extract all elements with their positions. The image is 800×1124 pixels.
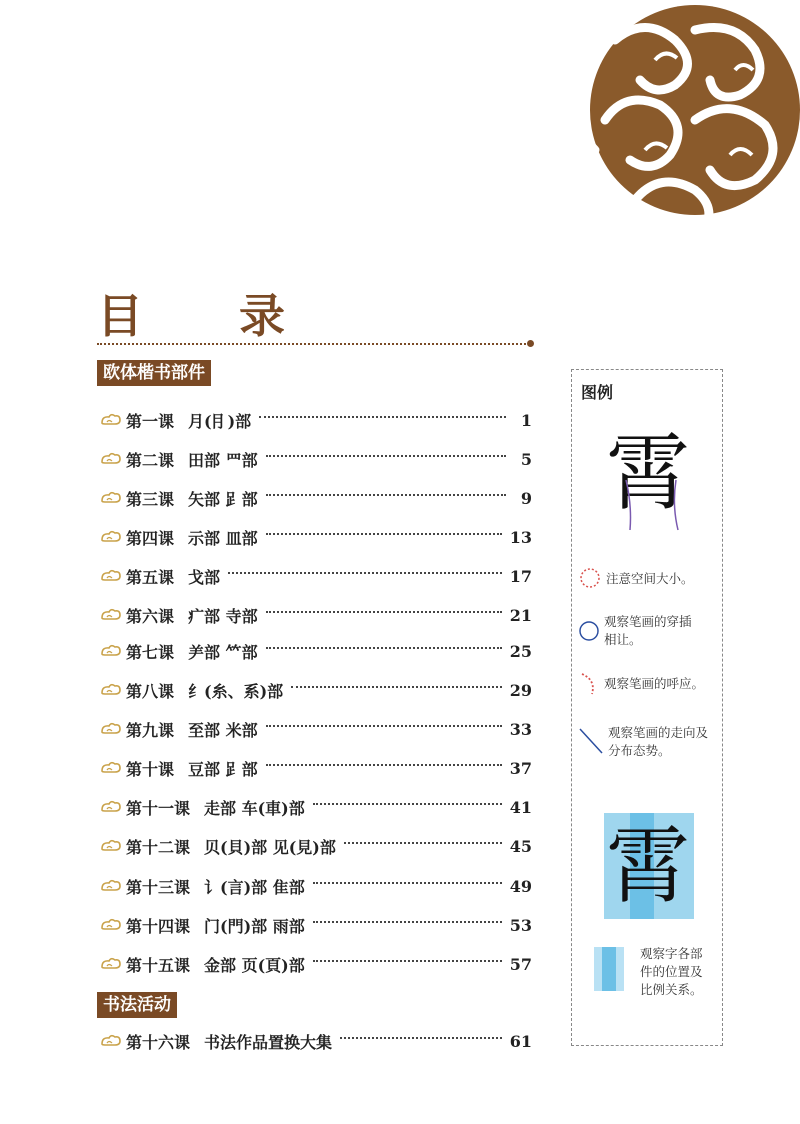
toc-leader [291, 686, 502, 688]
legend-title: 图例 [581, 383, 614, 402]
toc-page-number: 41 [509, 797, 532, 817]
toc-page-number: 33 [509, 719, 532, 739]
toc-leader [266, 647, 502, 649]
toc-page-number: 5 [520, 449, 532, 469]
toc-lesson: 第十四课 [126, 916, 191, 936]
toc-entry[interactable] [100, 755, 532, 781]
toc-lesson: 第四课 [126, 528, 175, 548]
blue-bars-icon [594, 947, 624, 991]
cloud-bullet-icon [100, 839, 122, 853]
toc-entry[interactable] [100, 1028, 532, 1054]
toc-topic: 至部 米部 [188, 720, 258, 740]
toc-entry[interactable] [100, 912, 532, 938]
cloud-bullet-icon [100, 491, 122, 505]
toc-entry[interactable] [100, 563, 532, 589]
toc-page-number: 9 [520, 488, 532, 508]
toc-leader [313, 803, 502, 805]
toc-topic: 讠(言)部 隹部 [204, 877, 305, 897]
toc-entry[interactable] [100, 524, 532, 550]
toc-leader [344, 842, 502, 844]
toc-leader [266, 764, 502, 766]
toc-page-number: 17 [509, 566, 532, 586]
stroke-guide-lines-icon [618, 475, 688, 535]
toc-leader [266, 611, 502, 613]
toc-lesson: 第六课 [126, 606, 175, 626]
toc-lesson: 第十二课 [126, 837, 191, 857]
section-heading-components: 欧体楷书部件 [97, 360, 211, 386]
toc-entry[interactable] [100, 873, 532, 899]
toc-lesson: 第九课 [126, 720, 175, 740]
toc-topic: ⺶部 𥫗部 [188, 642, 258, 662]
toc-entry[interactable] [100, 951, 532, 977]
toc-topic: 戈部 [188, 567, 221, 587]
cloud-ornament-icon [545, 0, 800, 245]
toc-lesson: 第十课 [126, 759, 175, 779]
toc-lesson: 第十一课 [126, 798, 191, 818]
toc-leader [313, 960, 502, 962]
cloud-bullet-icon [100, 800, 122, 814]
cloud-bullet-icon [100, 879, 122, 893]
toc-topic: 矢部 𧾷部 [188, 489, 258, 509]
page-title: 目 录 [97, 289, 326, 343]
toc-leader [313, 882, 502, 884]
toc-leader [313, 921, 502, 923]
cloud-bullet-icon [100, 530, 122, 544]
section-heading-activities: 书法活动 [97, 992, 177, 1018]
cloud-bullet-icon [100, 761, 122, 775]
legend-text-proportion: 观察字各部件的位置及比例关系。 [640, 946, 703, 997]
toc-leader [266, 494, 506, 496]
blue-line-icon [577, 726, 605, 756]
cloud-bullet-icon [100, 608, 122, 622]
legend-text-interleave: 观察笔画的穿插相让。 [604, 614, 692, 647]
cloud-bullet-icon [100, 683, 122, 697]
cloud-bullet-icon [100, 413, 122, 427]
toc-entry[interactable] [100, 677, 532, 703]
toc-entry[interactable] [100, 446, 532, 472]
blue-circle-icon [578, 620, 600, 642]
toc-entry[interactable] [100, 407, 532, 433]
toc-topic: 疒部 寺部 [188, 606, 258, 626]
toc-topic: 走部 车(車)部 [204, 798, 305, 818]
cloud-bullet-icon [100, 1034, 122, 1048]
legend-text-echo: 观察笔画的呼应。 [604, 676, 705, 691]
cloud-bullet-icon [100, 569, 122, 583]
toc-page-number: 21 [509, 605, 532, 625]
toc-page-number: 1 [520, 410, 532, 430]
toc-topic: 金部 页(頁)部 [204, 955, 305, 975]
toc-lesson: 第十五课 [126, 955, 191, 975]
toc-entry[interactable] [100, 638, 532, 664]
dotted-circle-icon [579, 567, 601, 589]
toc-lesson: 第十六课 [126, 1032, 191, 1052]
toc-leader [340, 1037, 502, 1039]
toc-topic: 月(⺝)部 [188, 411, 252, 431]
toc-leader [259, 416, 506, 418]
cloud-bullet-icon [100, 957, 122, 971]
toc-topic: 书法作品置换大集 [204, 1032, 333, 1052]
toc-topic: 豆部 𧾷部 [188, 759, 258, 779]
toc-page-number: 29 [509, 680, 532, 700]
legend-text-space: 注意空间大小。 [606, 571, 694, 586]
toc-page-number: 45 [509, 836, 532, 856]
toc-entry[interactable] [100, 794, 532, 820]
red-dotted-curve-icon [578, 670, 600, 698]
toc-lesson: 第三课 [126, 489, 175, 509]
legend-sample-character: 霄 [606, 424, 691, 522]
toc-lesson: 第五课 [126, 567, 175, 587]
toc-leader [266, 533, 502, 535]
toc-lesson: 第二课 [126, 450, 175, 470]
legend-sample-character-2: 霄 [606, 817, 691, 915]
toc-topic: 田部 罒部 [188, 450, 258, 470]
cloud-bullet-icon [100, 722, 122, 736]
toc-lesson: 第七课 [126, 642, 175, 662]
toc-entry[interactable] [100, 602, 532, 628]
toc-topic: 贝(貝)部 见(見)部 [204, 837, 336, 857]
toc-page-number: 37 [509, 758, 532, 778]
cloud-bullet-icon [100, 644, 122, 658]
cloud-bullet-icon [100, 452, 122, 466]
toc-entry[interactable] [100, 485, 532, 511]
toc-page-number: 61 [509, 1031, 532, 1051]
toc-page-number: 53 [509, 915, 532, 935]
toc-entry[interactable] [100, 833, 532, 859]
toc-leader [266, 725, 502, 727]
toc-lesson: 第一课 [126, 411, 175, 431]
toc-page-number: 57 [509, 954, 532, 974]
toc-lesson: 第八课 [126, 681, 175, 701]
toc-leader [228, 572, 502, 574]
legend-text-direction: 观察笔画的走向及分布态势。 [608, 725, 709, 758]
toc-topic: 门(門)部 雨部 [204, 916, 305, 936]
toc-topic: 示部 皿部 [188, 528, 258, 548]
toc-page-number: 25 [509, 641, 532, 661]
toc-page-number: 49 [509, 876, 532, 896]
toc-lesson: 第十三课 [126, 877, 191, 897]
toc-leader [266, 455, 506, 457]
toc-entry[interactable] [100, 716, 532, 742]
toc-topic: 纟(糸、系)部 [188, 681, 284, 701]
title-divider [97, 343, 533, 345]
cloud-bullet-icon [100, 918, 122, 932]
title-divider-dot [527, 340, 534, 347]
toc-page-number: 13 [509, 527, 532, 547]
